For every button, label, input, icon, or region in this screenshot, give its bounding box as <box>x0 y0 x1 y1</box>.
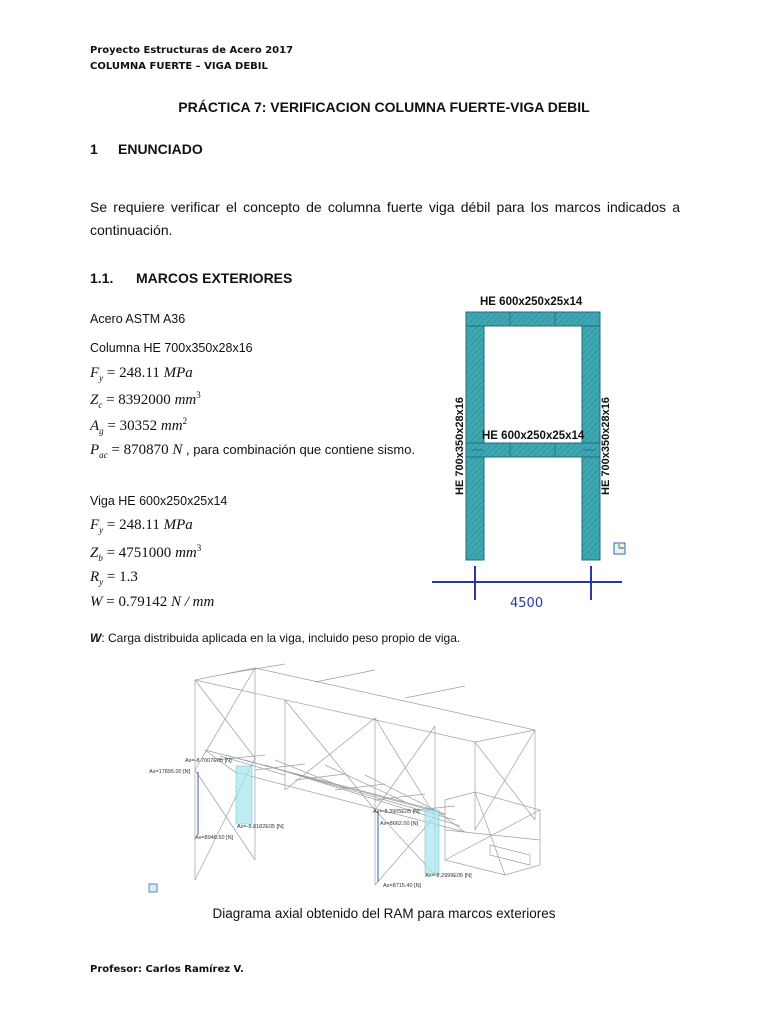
eq-subscript: y <box>99 373 104 383</box>
top-beam <box>466 312 600 326</box>
eq-value: = 8392000 <box>106 392 171 408</box>
section-number: 1 <box>90 141 98 157</box>
eq-power: 2 <box>182 416 188 426</box>
beam-label: Viga HE 600x250x25x14 <box>90 494 228 508</box>
eq-value: = 870870 <box>111 442 169 458</box>
eq-symbol: P <box>90 442 100 458</box>
eq-symbol: F <box>90 365 100 381</box>
eq-note: , para combinación que contiene sismo. <box>182 442 416 457</box>
section-label: ENUNCIADO <box>118 141 203 157</box>
eq-power: 3 <box>196 390 201 400</box>
eq-value: = 0.79142 <box>106 594 168 610</box>
eq-subscript: y <box>99 525 104 535</box>
axial-label-8: Ax=8715.40 [N] <box>383 883 422 889</box>
eq-symbol: Z <box>90 545 99 561</box>
axis-triad-icon <box>614 543 625 554</box>
span-dimension-value: 4500 <box>510 596 544 611</box>
eq-symbol: W <box>90 594 103 610</box>
eq-unit: N / mm <box>170 594 215 610</box>
eq-unit: mm <box>175 545 197 561</box>
w-note-symbol: W <box>90 631 102 645</box>
eq-unit: N <box>172 442 183 458</box>
steel-grade: Acero ASTM A36 <box>90 312 186 326</box>
model-axis-icon <box>149 884 157 892</box>
axial-label-7: Ax=-8.2999E05 [N] <box>425 873 472 879</box>
eq-value: = 248.11 <box>106 365 160 381</box>
eq-value: = 1.3 <box>106 569 138 585</box>
eq-subscript: b <box>98 553 103 563</box>
top-beam-label: HE 600x250x25x14 <box>480 296 583 308</box>
eq-unit: mm <box>174 392 197 408</box>
eq-subscript: c <box>98 400 103 410</box>
axial-label-5: Ax=-8.3905E05 [N] <box>373 809 420 815</box>
eq-symbol: R <box>90 569 100 585</box>
figure-caption: Diagrama axial obtenido del RAM para marcos exteriores <box>212 906 556 921</box>
middle-beam <box>466 443 600 457</box>
column-label: Columna HE 700x350x28x16 <box>90 341 253 355</box>
axial-bar-2 <box>425 810 439 874</box>
intro-paragraph: Se requiere verificar el concepto de columna fuerte viga débil para los marcos indicados a continuación. <box>90 199 680 238</box>
page-title: PRÁCTICA 7: VERIFICACION COLUMNA FUERTE-VIGA DEBIL <box>178 99 590 115</box>
left-column-label: HE 700x350x28x16 <box>454 397 466 495</box>
axial-label-1: Ax=-8.7007E05 [N] <box>185 758 232 764</box>
header-project: Proyecto Estructuras de Acero 2017 <box>90 45 294 56</box>
eq-subscript: ac <box>99 450 108 460</box>
eq-value: = 4751000 <box>106 545 172 561</box>
w-note-text: : Carga distribuida aplicada en la viga, incluido peso propio de viga. <box>101 631 461 645</box>
right-column <box>582 316 600 560</box>
section-number: 1.1. <box>90 270 114 286</box>
eq-unit: MPa <box>163 365 193 381</box>
eq-symbol: F <box>90 517 100 533</box>
ram-axial-diagram <box>145 660 545 900</box>
header-topic: COLUMNA FUERTE – VIGA DEBIL <box>90 61 268 72</box>
page-footer: Profesor: Carlos Ramírez V. <box>90 964 244 975</box>
axial-label-3: Ax=-8.8182E05 [N] <box>237 824 284 830</box>
eq-power: 3 <box>196 543 202 553</box>
axial-label-2: Ax=17895.00 [N] <box>149 769 191 775</box>
eq-value: = 30352 <box>107 418 158 434</box>
axial-bar-1 <box>236 766 252 824</box>
eq-subscript: g <box>99 426 104 436</box>
eq-symbol: A <box>90 418 100 434</box>
axial-label-6: Ax=8662.00 [N] <box>380 821 419 827</box>
section-label: MARCOS EXTERIORES <box>136 270 293 286</box>
eq-unit: mm <box>160 418 183 434</box>
middle-beam-label: HE 600x250x25x14 <box>482 430 585 442</box>
eq-subscript: y <box>99 577 104 587</box>
eq-unit: MPa <box>163 517 193 533</box>
eq-value: = 248.11 <box>106 517 160 533</box>
eq-symbol: Z <box>90 392 99 408</box>
right-column-label: HE 700x350x28x16 <box>600 397 612 495</box>
axial-label-4: Ax=8948.50 [N] <box>195 835 234 841</box>
